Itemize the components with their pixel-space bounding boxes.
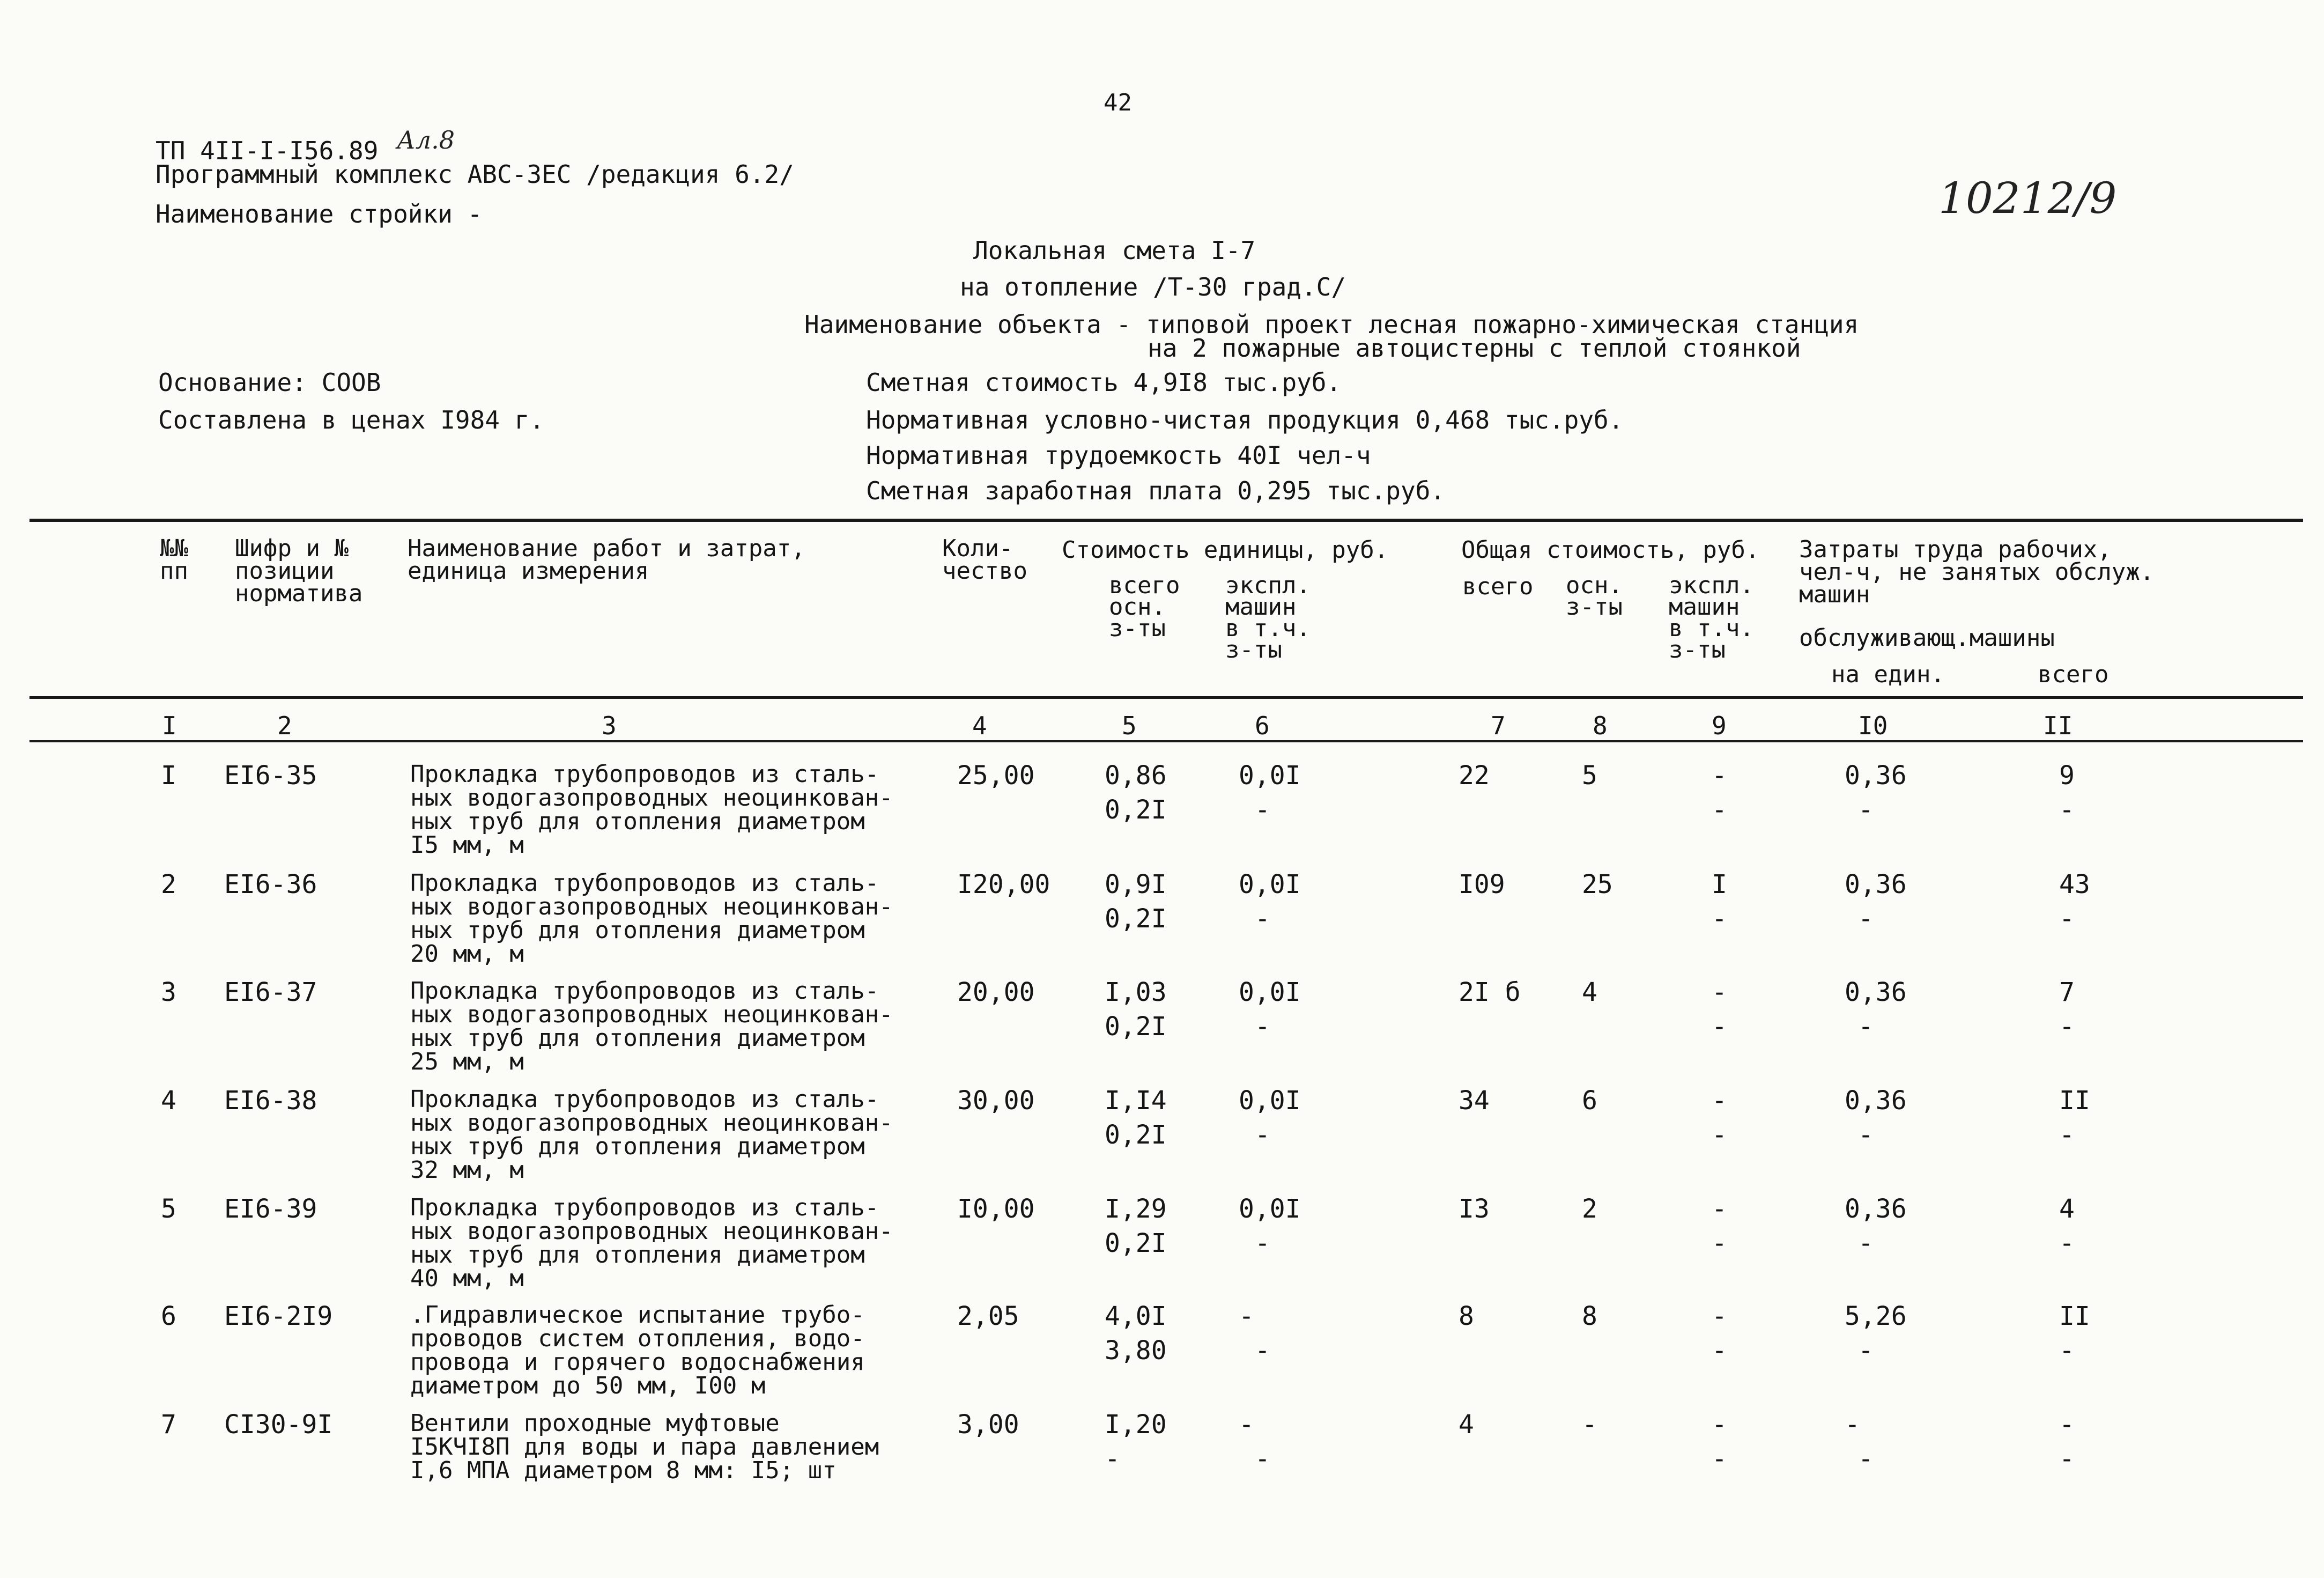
row-unit-osn: 0,2I bbox=[1105, 1228, 1167, 1258]
row-labor-unit: 0,36 bbox=[1845, 869, 1907, 899]
row-labor-unit-machines: - bbox=[1858, 904, 1874, 934]
column-number: 7 bbox=[1491, 711, 1506, 740]
row-unit-osn: 0,2I bbox=[1105, 904, 1167, 934]
row-unit-total: I,20 bbox=[1105, 1410, 1167, 1440]
row-unit-osn: 0,2I bbox=[1105, 1120, 1167, 1150]
row-unit-total: 0,9I bbox=[1105, 869, 1167, 899]
row-total-osn: 25 bbox=[1582, 869, 1613, 899]
row-unit-machines-wages: - bbox=[1255, 1336, 1270, 1366]
row-total: I09 bbox=[1459, 869, 1505, 899]
estimated-salary: Сметная заработная плата 0,295 тыс.руб. bbox=[866, 476, 1446, 505]
column-number: 8 bbox=[1593, 711, 1608, 740]
row-labor-total-machines: - bbox=[2059, 904, 2075, 934]
row-name: Прокладка трубопроводов из сталь- ных водогазопроводных неоцинкован- ных труб для отопления диаметром 25 мм, м bbox=[410, 977, 893, 1075]
prices-year: Составлена в ценах I984 г. bbox=[158, 405, 545, 434]
row-unit-machines: - bbox=[1239, 1301, 1254, 1331]
row-unit-machines: 0,0I bbox=[1239, 761, 1301, 791]
row-total-machines: - bbox=[1712, 1410, 1727, 1440]
col-total-mach-header: экспл. машин в т.ч. з-ты bbox=[1669, 572, 1754, 663]
row-total-machines: - bbox=[1712, 761, 1727, 791]
row-unit-machines: 0,0I bbox=[1239, 977, 1301, 1007]
row-labor-total-machines: - bbox=[2059, 1444, 2075, 1474]
row-labor-unit-machines: - bbox=[1858, 795, 1874, 825]
row-labor-unit-machines: - bbox=[1858, 1228, 1874, 1258]
row-unit-machines-wages: - bbox=[1255, 1444, 1270, 1474]
col-qty-header: Коли- чество bbox=[942, 535, 1027, 585]
handwritten-code: Ал.8 bbox=[397, 126, 455, 154]
row-unit-total: I,03 bbox=[1105, 977, 1167, 1007]
row-labor-unit: 0,36 bbox=[1845, 1086, 1907, 1116]
column-number: I0 bbox=[1858, 711, 1888, 740]
row-total-machines: - bbox=[1712, 977, 1727, 1007]
row-labor-total: - bbox=[2059, 1410, 2075, 1440]
col-total-osn-header: осн. з-ты bbox=[1566, 572, 1623, 621]
row-quantity: 25,00 bbox=[957, 761, 1035, 791]
labor-subheader: обслуживающ.машины bbox=[1799, 624, 2055, 652]
basis: Основание: СООВ bbox=[158, 368, 381, 397]
row-total-osn: 5 bbox=[1582, 761, 1597, 791]
row-labor-total: 7 bbox=[2059, 977, 2075, 1007]
row-labor-total-machines: - bbox=[2059, 1336, 2075, 1366]
row-unit-osn: 0,2I bbox=[1105, 795, 1167, 825]
row-quantity: I0,00 bbox=[957, 1194, 1035, 1224]
row-unit-machines: 0,0I bbox=[1239, 869, 1301, 899]
row-labor-total: 9 bbox=[2059, 761, 2075, 791]
row-code: EI6-2I9 bbox=[224, 1301, 333, 1331]
row-total-machines: - bbox=[1712, 1301, 1727, 1331]
col-unit-mach-header: экспл. машин в т.ч. з-ты bbox=[1225, 572, 1311, 663]
row-unit-total: 4,0I bbox=[1105, 1301, 1167, 1331]
row-name: .Гидравлическое испытание трубо- проводов систем отопления, водо- провода и горячего водоснабжения диаметром до 50 мм, I00 м bbox=[410, 1301, 865, 1399]
row-labor-total-machines: - bbox=[2059, 1228, 2075, 1258]
column-number: I bbox=[162, 711, 177, 740]
row-labor-unit: - bbox=[1845, 1410, 1860, 1440]
col-code-header: Шифр и № позиции норматива bbox=[235, 535, 363, 607]
handwritten-number: 10212/9 bbox=[1938, 173, 2117, 223]
row-total-machines: I bbox=[1712, 869, 1727, 899]
row-total-machines-wages: - bbox=[1712, 1336, 1727, 1366]
col-unit-total-header: всего осн. з-ты bbox=[1109, 572, 1180, 642]
row-total-machines-wages: - bbox=[1712, 795, 1727, 825]
row-total-machines: - bbox=[1712, 1086, 1727, 1116]
row-code: EI6-39 bbox=[224, 1194, 317, 1224]
row-labor-unit: 0,36 bbox=[1845, 761, 1907, 791]
row-quantity: I20,00 bbox=[957, 869, 1050, 899]
row-name: Прокладка трубопроводов из сталь- ных водогазопроводных неоцинкован- ных труб для отопления диаметром 20 мм, м bbox=[410, 869, 893, 968]
row-total-osn: 8 bbox=[1582, 1301, 1597, 1331]
row-labor-unit-machines: - bbox=[1858, 1012, 1874, 1042]
row-labor-total-machines: - bbox=[2059, 1120, 2075, 1150]
col-labor-total-header: всего bbox=[2038, 661, 2109, 688]
row-labor-total: II bbox=[2059, 1086, 2090, 1116]
row-total: 22 bbox=[1459, 761, 1490, 791]
row-unit-total: 0,86 bbox=[1105, 761, 1167, 791]
row-labor-unit-machines: - bbox=[1858, 1336, 1874, 1366]
row-code: EI6-36 bbox=[224, 869, 317, 899]
row-quantity: 30,00 bbox=[957, 1086, 1035, 1116]
row-number: 2 bbox=[161, 869, 176, 899]
row-total-machines-wages: - bbox=[1712, 1228, 1727, 1258]
unit-cost-header: Стоимость единицы, руб. bbox=[1062, 536, 1389, 564]
object-name-line1: Наименование объекта - типовой проект лесная пожарно-химическая станция bbox=[804, 310, 1859, 339]
row-name: Прокладка трубопроводов из сталь- ных водогазопроводных неоцинкован- ных труб для отопления диаметром 32 мм, м bbox=[410, 1086, 893, 1184]
row-code: EI6-38 bbox=[224, 1086, 317, 1116]
row-unit-osn: - bbox=[1105, 1444, 1120, 1474]
row-labor-total-machines: - bbox=[2059, 1012, 2075, 1042]
row-number: 4 bbox=[161, 1086, 176, 1116]
row-labor-total: II bbox=[2059, 1301, 2090, 1331]
column-number: 4 bbox=[972, 711, 987, 740]
row-code: CI30-9I bbox=[224, 1410, 333, 1440]
column-number: 9 bbox=[1712, 711, 1727, 740]
row-unit-osn: 3,80 bbox=[1105, 1336, 1167, 1366]
row-number: 5 bbox=[161, 1194, 176, 1224]
row-number: 3 bbox=[161, 977, 176, 1007]
row-name: Прокладка трубопроводов из сталь- ных водогазопроводных неоцинкован- ных труб для отопления диаметром 40 мм, м bbox=[410, 1194, 893, 1292]
labor-header: Затраты труда рабочих, чел-ч, не занятых обслуж. машин bbox=[1799, 536, 2155, 608]
row-quantity: 2,05 bbox=[957, 1301, 1019, 1331]
header-bottom-rule bbox=[29, 696, 2303, 699]
row-total-osn: 6 bbox=[1582, 1086, 1597, 1116]
row-quantity: 3,00 bbox=[957, 1410, 1019, 1440]
column-number: 2 bbox=[277, 711, 292, 740]
row-total: 2I б bbox=[1459, 977, 1521, 1007]
row-quantity: 20,00 bbox=[957, 977, 1035, 1007]
row-unit-machines: 0,0I bbox=[1239, 1086, 1301, 1116]
row-name: Вентили проходные муфтовые I5КЧI8П для воды и пара давлением I,6 МПА диаметром 8 мм: I5; шт bbox=[410, 1410, 879, 1484]
col-total-header: всего bbox=[1462, 573, 1534, 600]
row-name: Прокладка трубопроводов из сталь- ных водогазопроводных неоцинкован- ных труб для отопления диаметром I5 мм, м bbox=[410, 761, 893, 859]
row-unit-machines-wages: - bbox=[1255, 904, 1270, 934]
row-unit-total: I,29 bbox=[1105, 1194, 1167, 1224]
row-number: I bbox=[161, 761, 176, 791]
row-unit-osn: 0,2I bbox=[1105, 1012, 1167, 1042]
column-number: 5 bbox=[1122, 711, 1137, 740]
labor-intensity: Нормативная трудоемкость 40I чел-ч bbox=[866, 441, 1371, 470]
row-unit-machines-wages: - bbox=[1255, 795, 1270, 825]
row-code: EI6-37 bbox=[224, 977, 317, 1007]
row-total-machines-wages: - bbox=[1712, 1444, 1727, 1474]
estimated-cost: Сметная стоимость 4,9I8 тыс.руб. bbox=[866, 368, 1342, 397]
row-total: 4 bbox=[1459, 1410, 1474, 1440]
net-product: Нормативная условно-чистая продукция 0,468 тыс.руб. bbox=[866, 405, 1624, 434]
row-labor-unit-machines: - bbox=[1858, 1120, 1874, 1150]
software-line: Программный комплекс АВС-ЗЕС /редакция 6.2/ bbox=[156, 160, 794, 189]
construction-name: Наименование стройки - bbox=[156, 200, 483, 228]
row-labor-total: 43 bbox=[2059, 869, 2090, 899]
col-labor-unit-header: на един. bbox=[1831, 661, 1945, 688]
row-number: 7 bbox=[161, 1410, 176, 1440]
column-number: II bbox=[2043, 711, 2073, 740]
column-number: 6 bbox=[1255, 711, 1270, 740]
row-unit-machines-wages: - bbox=[1255, 1012, 1270, 1042]
estimate-subtitle: на отопление /Т-30 град.С/ bbox=[960, 272, 1346, 301]
row-labor-unit: 0,36 bbox=[1845, 1194, 1907, 1224]
row-total-machines-wages: - bbox=[1712, 1012, 1727, 1042]
row-unit-machines-wages: - bbox=[1255, 1228, 1270, 1258]
row-unit-machines: 0,0I bbox=[1239, 1194, 1301, 1224]
col-name-header: Наименование работ и затрат, единица измерения bbox=[408, 535, 805, 585]
row-unit-machines-wages: - bbox=[1255, 1120, 1270, 1150]
column-numbers-rule bbox=[29, 740, 2303, 742]
page-number: 42 bbox=[1104, 89, 1132, 116]
doc-code: ТП 4II-I-I56.89 bbox=[156, 136, 379, 165]
column-number: 3 bbox=[602, 711, 617, 740]
row-labor-unit: 5,26 bbox=[1845, 1301, 1907, 1331]
col-number-header: №№ пп bbox=[160, 535, 188, 585]
row-total-osn: 2 bbox=[1582, 1194, 1597, 1224]
row-total-machines-wages: - bbox=[1712, 904, 1727, 934]
row-total-machines: - bbox=[1712, 1194, 1727, 1224]
total-cost-header: Общая стоимость, руб. bbox=[1461, 536, 1760, 564]
row-unit-machines: - bbox=[1239, 1410, 1254, 1440]
object-name-line2: на 2 пожарные автоцистерны с теплой стоянкой bbox=[1148, 334, 1801, 363]
table-top-rule bbox=[29, 519, 2303, 522]
row-labor-total: 4 bbox=[2059, 1194, 2075, 1224]
row-total-osn: 4 bbox=[1582, 977, 1597, 1007]
row-labor-total-machines: - bbox=[2059, 795, 2075, 825]
row-labor-unit-machines: - bbox=[1858, 1444, 1874, 1474]
row-total-osn: - bbox=[1582, 1410, 1597, 1440]
row-code: EI6-35 bbox=[224, 761, 317, 791]
estimate-title: Локальная смета I-7 bbox=[973, 236, 1256, 265]
row-unit-total: I,I4 bbox=[1105, 1086, 1167, 1116]
row-total: I3 bbox=[1459, 1194, 1490, 1224]
row-total: 34 bbox=[1459, 1086, 1490, 1116]
row-number: 6 bbox=[161, 1301, 176, 1331]
row-labor-unit: 0,36 bbox=[1845, 977, 1907, 1007]
row-total: 8 bbox=[1459, 1301, 1474, 1331]
row-total-machines-wages: - bbox=[1712, 1120, 1727, 1150]
